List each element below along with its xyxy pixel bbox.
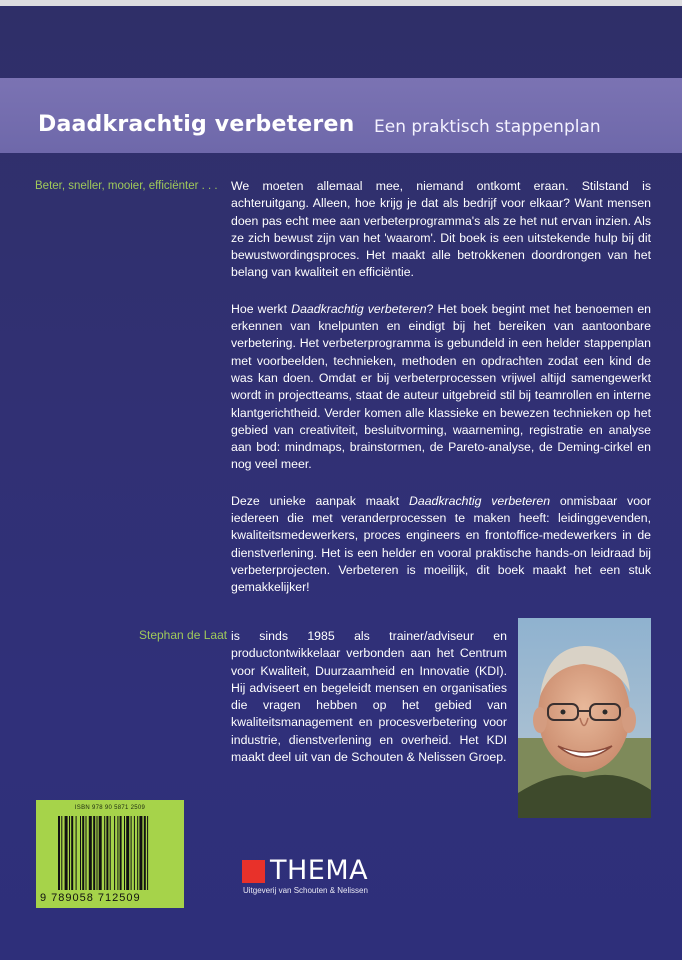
blurb-text: ? Het boek begint met het benoemen en erkennen van knelpunten en eindigt bij het bereiken van aantoonbare verbetering. Het verbeterprogramma is gebundeld in een helder stappenplan met voorbeelden, technieken, methoden en opdrachten zodat een kind de was kan doen. Omdat er bij verbeterprocessen vrijwel altijd samengewerkt wordt in projectteams, staat de auteur uitgebreid stil bij teamrollen en interne klantgerichtheid. Verder komen alle klassieke en bewezen technieken op het gebied van creativiteit, besluitvorming, waarneming, registratie en analyse aan bod: mindmaps, brainstormen, de Pareto-analyse, de Deming-cirkel en nog veel meer. [231, 301, 651, 472]
blurb-paragraph-2 [231, 301, 651, 474]
barcode-bar [80, 816, 81, 890]
barcode-label [36, 800, 184, 908]
barcode-bar [82, 816, 84, 890]
barcode-bar [93, 816, 95, 890]
publisher-logo-text: THEMA [270, 855, 369, 886]
barcode-bar [65, 816, 68, 890]
barcode-bar [97, 816, 98, 890]
barcode-bar [120, 816, 122, 890]
barcode-bar [71, 816, 73, 890]
top-edge [0, 0, 682, 6]
blurb-paragraph-1: We moeten allemaal mee, niemand ontkomt eraan. Stilstand is achteruitgang. Alleen, hoe krijg je dat als bedrijf voor elkaar? Want mensen doen pas echt mee aan verbeterprogramma's als ze het nut ervan inzien. Als ze zich bewust zijn van het 'waarom'. Dit boek is een uitstekende hulp bij dit bewustwordingsproces. Het maakt alle betrokkenen doordrongen van het belang van kwaliteit en efficiëntie. [231, 179, 651, 280]
blurb-text: onmisbaar voor iedereen die met veranderprocessen te maken heeft: leidinggevenden, kwaliteitsmedewerkers, proces engineers en frontoffice-medewerkers in de dienstverlening. Het is een helder en vooral praktische hands-on leidraad bij verbeterprojecten. Verbeteren is moeilijk, dit boek maakt het een stuk gemakkelijker! [231, 493, 651, 595]
barcode-bar [124, 816, 125, 890]
barcode-bars [58, 816, 176, 890]
barcode-bar [104, 816, 105, 890]
barcode-bar [114, 816, 115, 890]
book-title-italic: Daadkrachtig verbeteren [291, 301, 427, 316]
author-name: Stephan de Laat [139, 628, 228, 642]
barcode-bar [86, 816, 87, 890]
barcode-bar [147, 816, 148, 890]
barcode-bar [99, 816, 102, 890]
barcode-bar [144, 816, 146, 890]
blurb-paragraph-3 [231, 493, 651, 597]
book-title-italic: Daadkrachtig verbeteren [408, 493, 551, 508]
author-portrait-image [518, 618, 651, 818]
barcode-bar [139, 816, 142, 890]
barcode-bar [69, 816, 70, 890]
barcode-bar [110, 816, 111, 890]
isbn-digits: 9 789058 712509 [40, 892, 141, 904]
blurb-text: Deze unieke aanpak maakt [231, 493, 409, 508]
book-title: Daadkrachtig verbeteren [38, 112, 355, 137]
barcode-bar [106, 816, 108, 890]
barcode-bar [137, 816, 138, 890]
book-subtitle: Een praktisch stappenplan [374, 117, 601, 137]
blurb-text: Hoe werkt [231, 301, 292, 316]
barcode-bar [76, 816, 77, 890]
author-photo [518, 618, 651, 818]
tagline: Beter, sneller, mooier, efficiënter . . . [35, 180, 218, 192]
barcode-bar [131, 816, 132, 890]
isbn-label: ISBN 978 90 5871 2509 [74, 805, 146, 811]
barcode-bar [58, 816, 60, 890]
author-bio: is sinds 1985 als trainer/adviseur en productontwikkelaar verbonden aan het Centrum voor Kwaliteit, Duurzaamheid en Innovatie (KDI). Hij adviseert en begeleidt mensen en organisaties die vragen hebben op het gebied van kwaliteitsmanagement en procesverbetering voor industrie, dienstverlening en overheid. Het KDI maakt deel uit van de Schouten & Nelissen Groep. [231, 629, 507, 765]
barcode-bar [117, 816, 118, 890]
thema-logo-square-icon [242, 860, 265, 883]
barcode-bar [61, 816, 62, 890]
publisher-subtitle: Uitgeverij van Schouten & Nelissen [243, 886, 368, 895]
barcode-bar [89, 816, 92, 890]
barcode-bar [126, 816, 129, 890]
blurb [231, 178, 651, 616]
barcode-bar [134, 816, 135, 890]
